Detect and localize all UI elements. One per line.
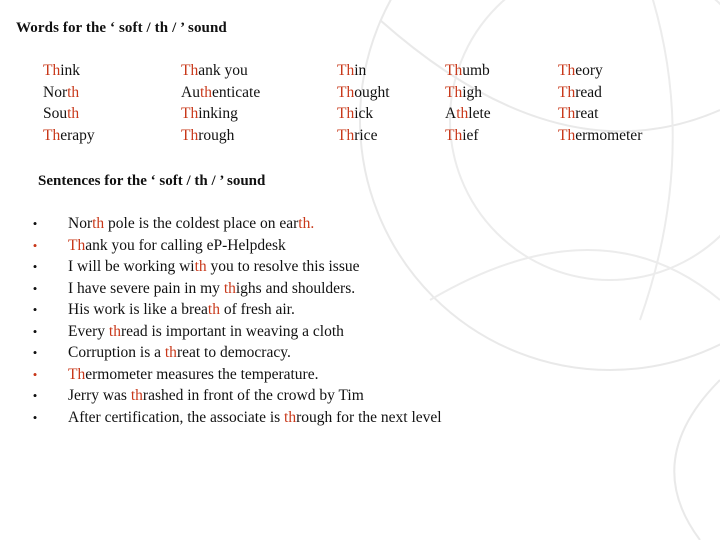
th-highlight: th <box>194 258 207 275</box>
sentence-item <box>30 299 442 321</box>
th-highlight: th <box>67 83 80 101</box>
sentence-item <box>30 385 442 407</box>
th-word <box>337 60 390 82</box>
th-highlight: th. <box>298 215 315 232</box>
th-word <box>445 82 491 104</box>
words-heading: Words for the ‘ soft / th / ’ sound <box>16 20 227 36</box>
word-text: rice <box>354 126 378 144</box>
sentence-text: of fresh air. <box>219 301 295 318</box>
word-text: inking <box>198 105 238 122</box>
th-highlight: th <box>92 215 105 232</box>
sentence-list <box>30 213 442 428</box>
th-highlight: Th <box>558 105 576 122</box>
sentence-item <box>30 407 442 429</box>
th-word <box>445 125 491 147</box>
sentence-item <box>30 213 442 235</box>
th-highlight: Th <box>337 62 355 79</box>
th-highlight: Th <box>337 126 355 144</box>
th-highlight: th <box>67 105 80 122</box>
th-word <box>558 60 642 82</box>
word-text: ief <box>462 126 479 144</box>
word-text: ermometer <box>575 126 643 144</box>
sentence-item <box>30 256 442 278</box>
sentence-text: Every <box>68 322 109 340</box>
th-word <box>337 82 390 104</box>
th-word <box>445 103 491 125</box>
sentence-text: reat to democracy. <box>176 344 291 361</box>
th-highlight: th <box>207 301 220 318</box>
th-highlight: th <box>199 83 213 101</box>
word-column-1 <box>43 60 95 146</box>
word-text: erapy <box>60 126 95 144</box>
word-text: eory <box>575 62 603 79</box>
word-text: lete <box>468 105 491 122</box>
th-word <box>445 60 491 82</box>
th-highlight: Th <box>445 83 463 101</box>
word-text: ick <box>354 105 374 122</box>
word-text: ink <box>60 62 81 79</box>
sentence-item <box>30 321 442 343</box>
sentence-text: His work is like a brea <box>68 301 208 318</box>
word-text: reat <box>575 105 599 122</box>
th-word <box>337 103 390 125</box>
bullet-icon: • <box>32 388 38 403</box>
sentence-text: Jerry was <box>68 387 131 404</box>
sentence-text: After certification, the associate is <box>68 408 285 426</box>
sentence-text: I have severe pain in my <box>68 279 224 297</box>
word-text: in <box>354 62 367 79</box>
th-highlight: Th <box>445 126 463 144</box>
bullet-icon: • <box>32 237 38 253</box>
bullet-icon: • <box>32 302 38 317</box>
th-highlight: th <box>108 322 121 340</box>
sentence-text: ighs and shoulders. <box>235 279 356 297</box>
sentence-text: rough for the next level <box>296 408 442 426</box>
th-highlight: Th <box>43 62 61 79</box>
th-highlight: th <box>223 279 236 297</box>
th-highlight: Th <box>558 126 576 144</box>
sentence-item <box>30 235 442 257</box>
th-highlight: Th <box>68 236 86 254</box>
th-word <box>181 125 260 147</box>
bullet-icon: • <box>32 366 38 382</box>
word-column-4 <box>445 60 491 146</box>
th-highlight: Th <box>181 126 199 144</box>
th-highlight: Th <box>558 62 576 79</box>
bullet-icon: • <box>32 323 38 339</box>
word-text: Au <box>181 83 200 101</box>
sentences-heading: Sentences for the ‘ soft / th / ’ sound <box>38 173 266 189</box>
th-highlight: Th <box>445 62 463 79</box>
word-column-5 <box>558 60 642 146</box>
word-text: A <box>445 105 457 122</box>
th-word <box>43 103 95 125</box>
th-word <box>43 125 95 147</box>
th-highlight: Th <box>68 365 86 383</box>
th-word <box>181 82 260 104</box>
th-highlight: Th <box>558 83 576 101</box>
sentence-text: I will be working wi <box>68 258 195 275</box>
word-text: read <box>575 83 602 101</box>
word-column-2 <box>181 60 260 146</box>
sentence-text: Nor <box>68 215 93 232</box>
th-highlight: Th <box>181 62 199 79</box>
bullet-icon: • <box>32 409 38 425</box>
th-highlight: th <box>164 344 177 361</box>
th-word <box>558 103 642 125</box>
bullet-icon: • <box>32 259 38 274</box>
word-text: rough <box>198 126 235 144</box>
word-column-3 <box>337 60 390 146</box>
bullet-icon: • <box>32 345 38 360</box>
th-highlight: Th <box>43 126 61 144</box>
th-word <box>181 103 260 125</box>
th-highlight: th <box>456 105 469 122</box>
th-word <box>558 125 642 147</box>
sentence-text: Corruption is a <box>68 344 165 361</box>
word-text: igh <box>462 83 483 101</box>
bullet-icon: • <box>32 216 38 231</box>
sentence-item <box>30 364 442 386</box>
word-text: Nor <box>43 83 68 101</box>
sentence-text: pole is the coldest place on ear <box>104 215 299 232</box>
th-word <box>181 60 260 82</box>
th-highlight: Th <box>181 105 199 122</box>
th-word <box>43 82 95 104</box>
word-text: ought <box>354 83 390 101</box>
th-highlight: th <box>130 387 143 404</box>
word-text: Sou <box>43 105 68 122</box>
bullet-icon: • <box>32 280 38 296</box>
word-text: umb <box>462 62 490 79</box>
th-highlight: th <box>284 408 297 426</box>
sentence-item <box>30 278 442 300</box>
sentence-text: rashed in front of the crowd by Tim <box>142 387 364 404</box>
sentence-text: ermometer measures the temperature. <box>85 365 319 383</box>
th-highlight: Th <box>337 105 355 122</box>
th-word <box>337 125 390 147</box>
th-word <box>558 82 642 104</box>
th-highlight: Th <box>337 83 355 101</box>
th-word <box>43 60 95 82</box>
sentence-text: ank you for calling eP-Helpdesk <box>85 236 286 254</box>
sentence-text: you to resolve this issue <box>206 258 360 275</box>
word-text: ank you <box>198 62 248 79</box>
word-text: enticate <box>212 83 261 101</box>
sentence-text: read is important in weaving a cloth <box>120 322 344 340</box>
sentence-item <box>30 342 442 364</box>
